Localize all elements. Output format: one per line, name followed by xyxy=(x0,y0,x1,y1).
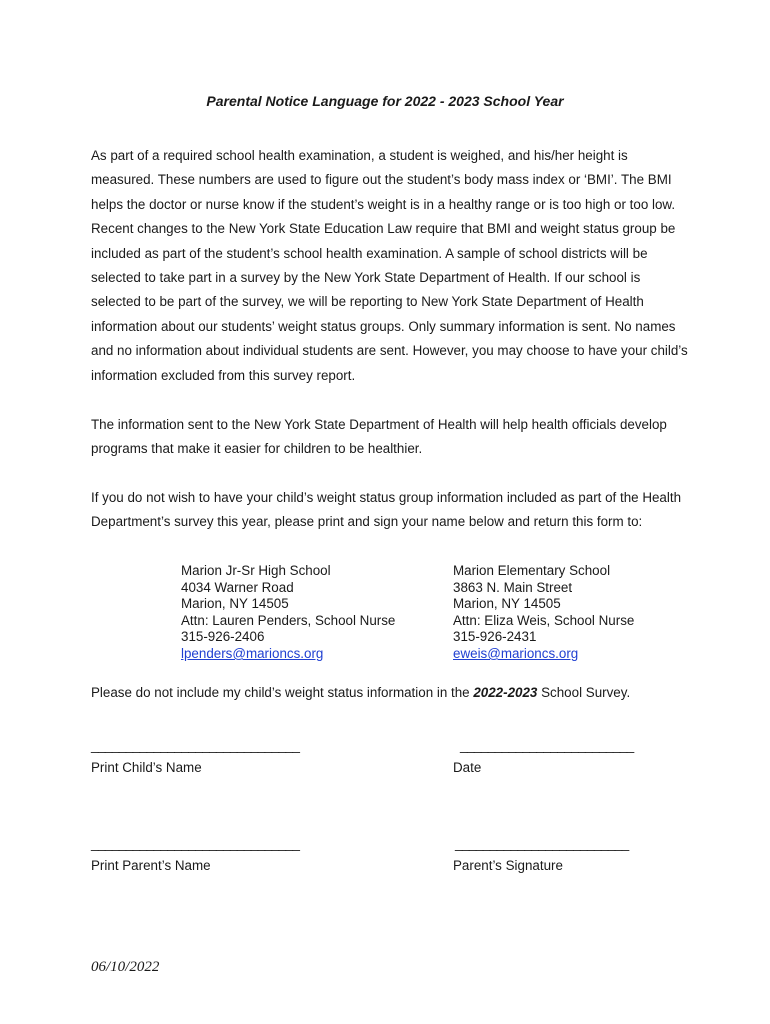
address-block-high-school xyxy=(181,563,395,663)
date-signature-line[interactable]: _________________________ xyxy=(460,738,634,753)
optout-year: 2022-2023 xyxy=(473,685,538,700)
school-street: 4034 Warner Road xyxy=(181,579,294,595)
school-attn: Attn: Eliza Weis, School Nurse xyxy=(453,612,635,628)
date-label: Date xyxy=(453,760,482,775)
paragraph-return-instructions: If you do not wish to have your child’s weight status group information included as part of the Health Department’s survey this year, please print and sign your name below and return this form to: xyxy=(91,490,682,530)
paragraph-health-officials: The information sent to the New York State Department of Health will help health officials develop programs that make it easier for children to be healthier. xyxy=(91,417,667,457)
parent-signature-line[interactable]: _________________________ xyxy=(455,836,629,851)
school-city: Marion, NY 14505 xyxy=(181,596,289,612)
school-city: Marion, NY 14505 xyxy=(453,596,561,612)
school-phone: 315-926-2406 xyxy=(181,629,265,645)
school-attn: Attn: Lauren Penders, School Nurse xyxy=(181,612,396,628)
document-title: Parental Notice Language for 2022 - 2023 School Year xyxy=(206,93,564,109)
school-email-link[interactable]: lpenders@marioncs.org xyxy=(181,645,324,661)
parent-signature-label: Parent’s Signature xyxy=(453,858,563,873)
optout-text-after: School Survey. xyxy=(537,685,631,700)
school-street: 3863 N. Main Street xyxy=(453,579,573,595)
optout-statement xyxy=(91,685,630,700)
parent-name-label: Print Parent’s Name xyxy=(91,858,211,873)
school-email-link[interactable]: eweis@marioncs.org xyxy=(453,645,579,661)
school-name: Marion Elementary School xyxy=(453,563,611,578)
school-phone: 315-926-2431 xyxy=(453,629,537,645)
paragraph-bmi-explanation: As part of a required school health examination, a student is weighed, and his/her height is measured. These numbers are used to figure out the student’s body mass index or ‘BMI’. The BMI helps the doctor or nurse know if the student’s weight is in a healthy range or is too high or too low. Recent changes to the New York State Education Law require that BMI and weight status group be included as part of the student’s school health examination. A sample of school districts will be selected to take part in a survey by the New York State Department of Health. If our school is selected to be part of the survey, we will be reporting to New York State Department of Health information about our students’ weight status groups. Only summary information is sent. No names and no information about individual students are sent. However, you may choose to have your child’s information excluded from this survey report. xyxy=(91,148,688,383)
address-block-elementary-school xyxy=(453,563,634,663)
parent-name-signature-line[interactable]: ______________________________ xyxy=(91,836,300,851)
school-name: Marion Jr-Sr High School xyxy=(181,563,331,578)
footer-date: 06/10/2022 xyxy=(91,959,160,975)
child-name-signature-line[interactable]: ______________________________ xyxy=(91,738,300,753)
optout-text-before: Please do not include my child’s weight status information in the xyxy=(91,685,474,700)
child-name-label: Print Child’s Name xyxy=(91,760,202,775)
